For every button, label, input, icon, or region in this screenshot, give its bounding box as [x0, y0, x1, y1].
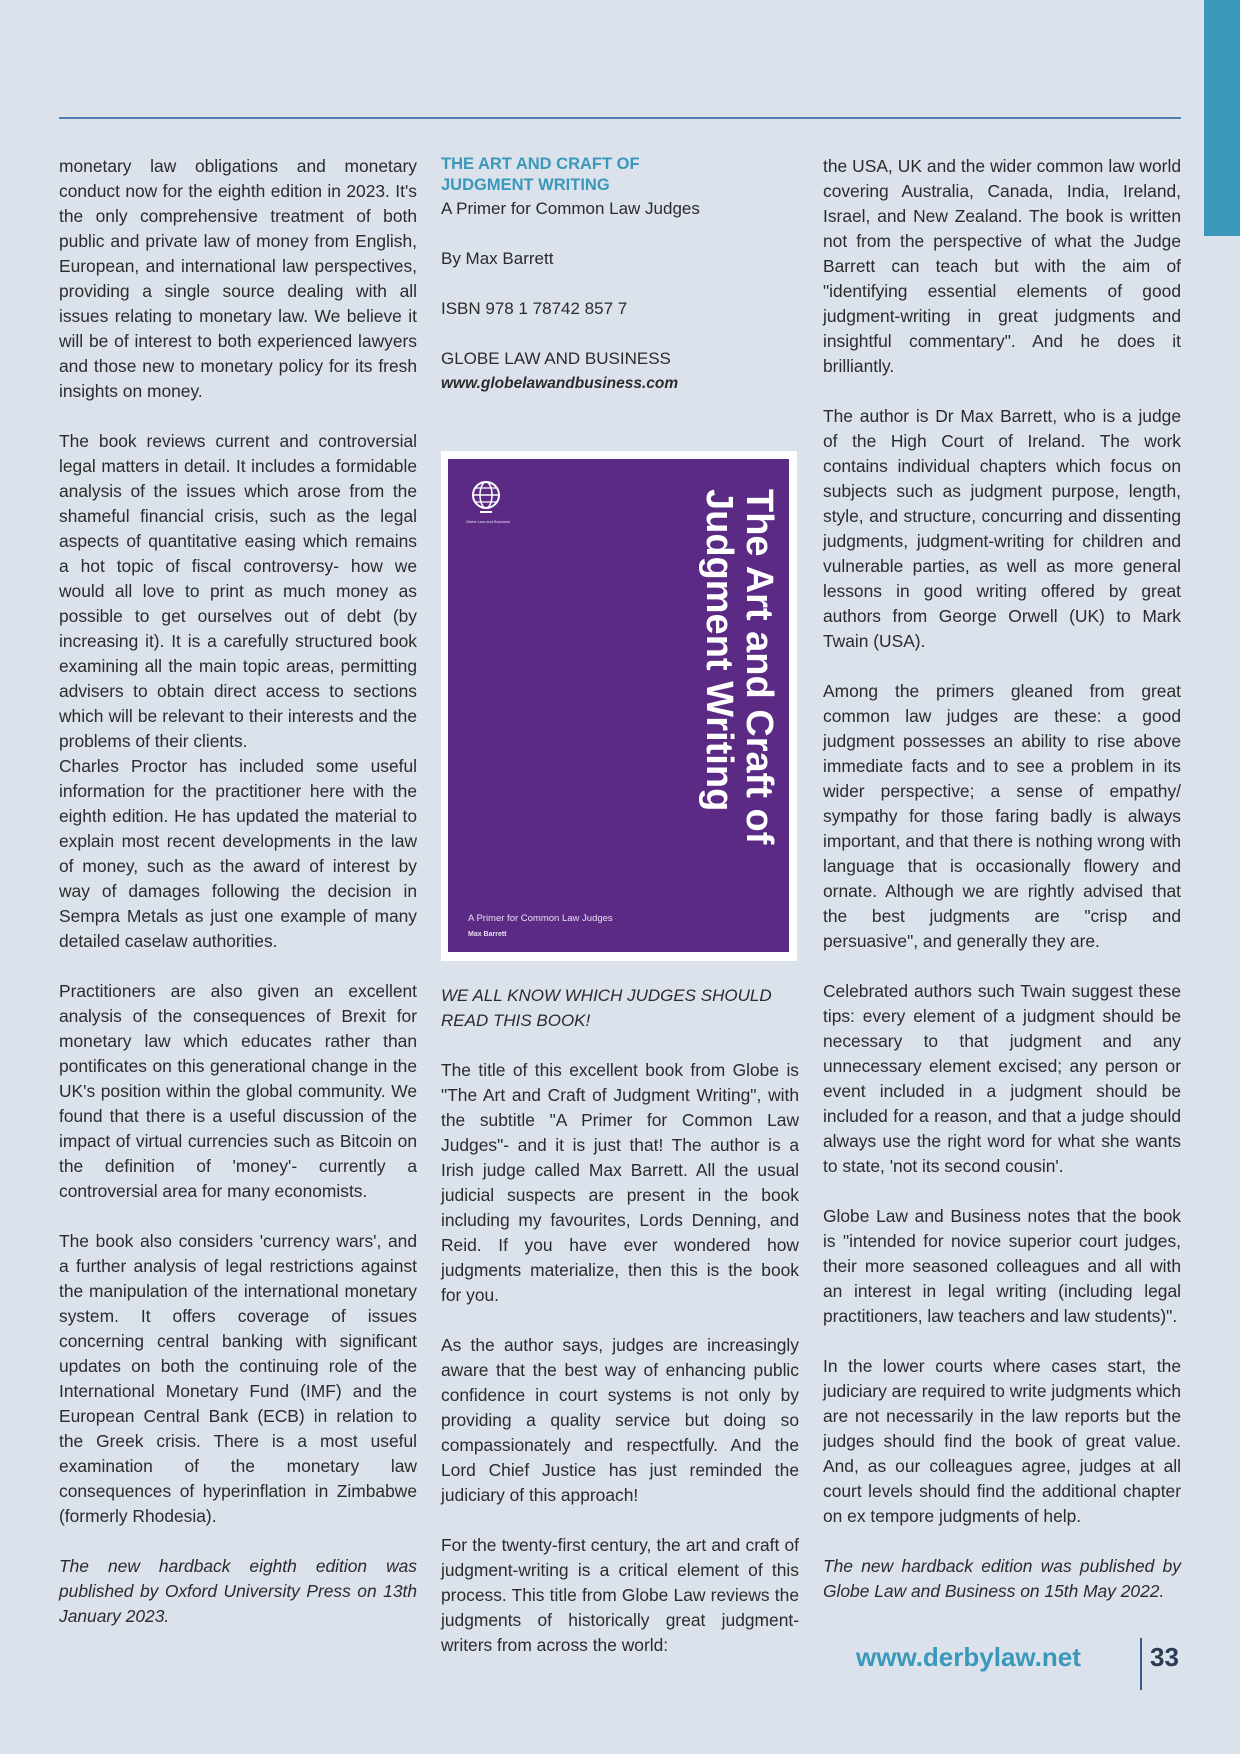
paragraph: Charles Proctor has included some useful information for the practitioner here with the eighth edition. He has updated the material to explain most recent developments in the law of money, such as the award of interest by way of damages following the decision in Sempra Metals as just one example of many detailed caselaw authorities.: [59, 756, 417, 951]
book-title-line-2: JUDGMENT WRITING: [441, 176, 610, 194]
page-number: 33: [1150, 1642, 1179, 1672]
column-1: [59, 154, 417, 1629]
publication-note: The new hardback edition was published by Globe Law and Business on 15th May 2022.: [823, 1556, 1181, 1601]
book-author: By Max Barrett: [441, 249, 554, 268]
paragraph: Globe Law and Business notes that the book is "intended for novice superior court judges, their more seasoned colleagues and all with an interest in legal writing (including legal practitioners, law teachers and law students)".: [823, 1206, 1181, 1326]
paragraph: the USA, UK and the wider common law world covering Australia, Canada, India, Ireland, Israel, and New Zealand. The book is written not from the perspective of what the Judge Barrett can teach but with the aim of "identifying essential elements of good judgment-writing in great judgments and insightful commentary". And he does it brilliantly.: [823, 156, 1181, 376]
paragraph: In the lower courts where cases start, the judiciary are required to write judgments which are not necessarily in the law reports but the judges should find the book of great value. And, as our colleagues agree, judges at all court levels should find the additional chapter on ex tempore judgments of help.: [823, 1356, 1181, 1526]
publication-note: The new hardback eighth edition was published by Oxford University Press on 13th January 2023.: [59, 1556, 417, 1626]
section-subhead: WE ALL KNOW WHICH JUDGES SHOULD READ THIS BOOK!: [441, 986, 772, 1030]
book-isbn: ISBN 978 1 78742 857 7: [441, 299, 628, 318]
column-2: [441, 154, 799, 396]
column-3: [823, 154, 1181, 1604]
paragraph: The author is Dr Max Barrett, who is a judge of the High Court of Ireland. The work contains individual chapters which focus on subjects such as judgment purpose, length, style, and structure, concurring and dissenting judgments, judgment-writing for children and vulnerable parties, as well as more general lessons in good writing offered by great authors from George Orwell (UK) to Mark Twain (USA).: [823, 406, 1181, 651]
paragraph: As the author says, judges are increasingly aware that the best way of enhancing public confidence in court systems is not only by providing a quality service but doing so compassionately and respectfully. And the Lord Chief Justice has just reminded the judiciary of this approach!: [441, 1335, 799, 1505]
top-divider: [59, 117, 1181, 119]
book-publisher: GLOBE LAW AND BUSINESS: [441, 349, 671, 368]
paragraph: Among the primers gleaned from great common law judges are these: a good judgment possesses an ability to rise above immediate facts and to see a problem in its wider perspective; a sense of empathy/ sympathy for those faring badly is always important, and that there is nothing wrong with language that is occasionally flowery and ornate. Although we are rightly advised that the best judgments are "crisp and persuasive", and generally they are.: [823, 681, 1181, 951]
paragraph: Celebrated authors such Twain suggest these tips: every element of a judgment should be necessary to that judgment and any unnecessary element excised; any person or event included in a judgment should be included for a reason, and that a judge should always use the right word for what she wants to state, 'not its second cousin'.: [823, 981, 1181, 1176]
cover-author: Max Barrett: [468, 931, 507, 938]
paragraph: For the twenty-first century, the art and craft of judgment-writing is a critical element of this process. This title from Globe Law reviews the judgments of historically great judgment-writers from across the world:: [441, 1535, 799, 1655]
cover-subtitle: A Primer for Common Law Judges: [468, 913, 613, 924]
globe-icon: [468, 479, 504, 515]
cover-title-line-2: Judgment Writing: [698, 489, 740, 812]
cover-publisher-mark: Globe Law and Business: [466, 519, 511, 524]
paragraph: Practitioners are also given an excellent analysis of the consequences of Brexit for monetary law which educates rather than pontificates on this generational change in the UK's position within the global community. We found that there is a useful discussion of the impact of virtual currencies such as Bitcoin on the definition of 'money'- currently a controversial area for many economists.: [59, 981, 417, 1201]
column-2-lower: [441, 983, 799, 1658]
book-cover-frame: [441, 451, 797, 961]
paragraph: The title of this excellent book from Globe is "The Art and Craft of Judgment Writing", with the subtitle "A Primer for Common Law Judges"- and it is just that! The author is a Irish judge called Max Barrett. All the usual judicial suspects are present in the book including my favourites, Lords Denning, and Reid. If you have ever wondered how judgments materialize, then this is the book for you.: [441, 1060, 799, 1305]
publisher-website-link[interactable]: www.globelawandbusiness.com: [441, 375, 679, 392]
cover-title-line-1: The Art and Craft of: [738, 489, 780, 845]
footer-divider: [1140, 1638, 1142, 1690]
side-tab-decoration: [1204, 0, 1240, 236]
book-subtitle: A Primer for Common Law Judges: [441, 199, 700, 218]
cover-title: [699, 489, 779, 844]
book-cover-image: [448, 459, 789, 952]
paragraph: The book also considers 'currency wars', and a further analysis of legal restrictions against the manipulation of the international monetary system. It offers coverage of issues concerning central banking with significant updates on both the continuing role of the International Monetary Fund (IMF) and the European Central Bank (ECB) in relation to the Greek crisis. There is a most useful examination of the monetary law consequences of hyperinflation in Zimbabwe (formerly Rhodesia).: [59, 1231, 417, 1526]
book-title-line-1: THE ART AND CRAFT OF: [441, 155, 640, 173]
paragraph: The book reviews current and controversial legal matters in detail. It includes a formidable analysis of the issues which arose from the shameful financial crisis, such as the legal aspects of quantitative easing which remains a hot topic of fiscal controversy- how we would all love to print as much money as possible to get ourselves out of debt (by increasing it). It is a carefully structured book examining all the main topic areas, permitting advisers to obtain direct access to sections which will be relevant to their interests and the problems of their clients.: [59, 431, 417, 751]
paragraph: monetary law obligations and monetary conduct now for the eighth edition in 2023. It's the only comprehensive treatment of both public and private law of money from English, European, and international law perspectives, providing a single source dealing with all issues relating to monetary law. We believe it will be of interest to both experienced lawyers and those new to monetary policy for its fresh insights on money.: [59, 156, 417, 401]
footer-website-link[interactable]: www.derbylaw.net: [856, 1642, 1081, 1672]
